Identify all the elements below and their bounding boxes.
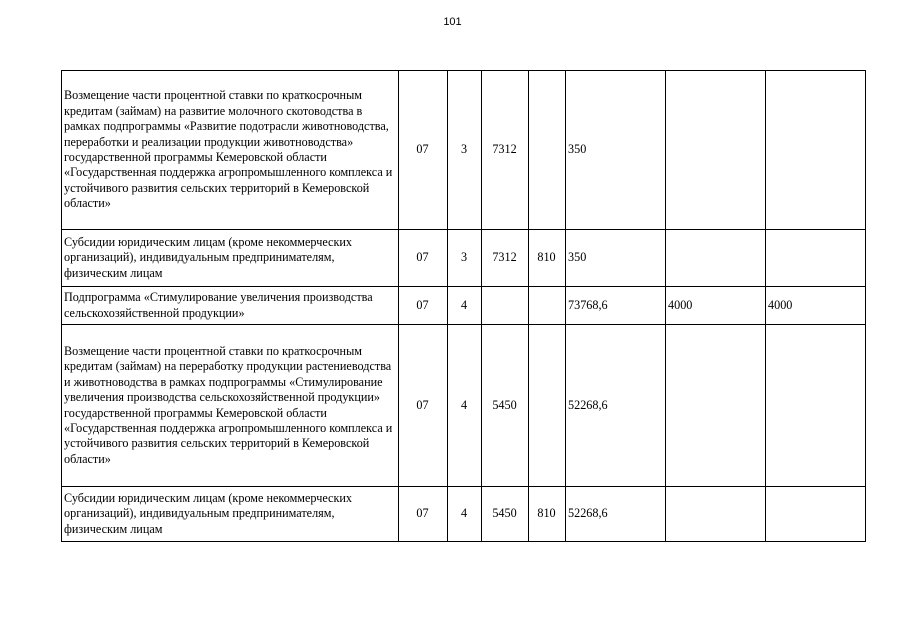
expense-name-cell: Субсидии юридическим лицам (кроме некоммерческих организаций), индивидуальным предпринимателям, физическим лицам [62, 230, 399, 287]
section-code-cell: 07 [399, 325, 448, 487]
sum-2-cell [666, 230, 766, 287]
section-code-cell: 07 [399, 287, 448, 325]
section-code-cell: 07 [399, 487, 448, 542]
expense-type-cell [529, 287, 566, 325]
sum-3-cell [766, 325, 866, 487]
expense-type-cell: 810 [529, 230, 566, 287]
sum-1-cell: 52268,6 [566, 487, 666, 542]
sum-2-cell [666, 487, 766, 542]
section-code-cell: 07 [399, 230, 448, 287]
sum-2-cell [666, 325, 766, 487]
sum-3-cell [766, 71, 866, 230]
table-row [62, 71, 866, 230]
table-row [62, 230, 866, 287]
expense-name-cell: Возмещение части процентной ставки по краткосрочным кредитам (займам) на развитие молочного скотоводства в рамках подпрограммы «Развитие подотрасли животноводства, переработки и реализации продукции животноводства» государственной программы Кемеровской области «Государственная поддержка агропромышленного комплекса и устойчивого развития сельских территорий в Кемеровской области» [62, 71, 399, 230]
subsection-code-cell: 4 [448, 325, 482, 487]
section-code-cell: 07 [399, 71, 448, 230]
budget-table [61, 70, 866, 542]
expense-type-cell [529, 71, 566, 230]
expense-name-cell: Субсидии юридическим лицам (кроме некоммерческих организаций), индивидуальным предпринимателям, физическим лицам [62, 487, 399, 542]
target-article-cell: 5450 [482, 325, 529, 487]
expense-name-cell: Возмещение части процентной ставки по краткосрочным кредитам (займам) на переработку продукции растениеводства и животноводства в рамках подпрограммы «Стимулирование увеличения производства сельскохозяйственной продукции» государственной программы Кемеровской области «Государственная поддержка агропромышленного комплекса и устойчивого развития сельских территорий в Кемеровской области» [62, 325, 399, 487]
target-article-cell [482, 287, 529, 325]
target-article-cell: 5450 [482, 487, 529, 542]
sum-1-cell: 350 [566, 230, 666, 287]
sum-1-cell: 350 [566, 71, 666, 230]
table-row [62, 487, 866, 542]
subsection-code-cell: 4 [448, 287, 482, 325]
target-article-cell: 7312 [482, 71, 529, 230]
sum-3-cell: 4000 [766, 287, 866, 325]
sum-3-cell [766, 487, 866, 542]
sum-2-cell: 4000 [666, 287, 766, 325]
sum-1-cell: 73768,6 [566, 287, 666, 325]
sum-2-cell [666, 71, 766, 230]
sum-1-cell: 52268,6 [566, 325, 666, 487]
subsection-code-cell: 3 [448, 71, 482, 230]
sum-3-cell [766, 230, 866, 287]
table-row [62, 325, 866, 487]
page-number: 101 [443, 16, 462, 28]
target-article-cell: 7312 [482, 230, 529, 287]
expense-name-cell: Подпрограмма «Стимулирование увеличения производства сельскохозяйственной продукции» [62, 287, 399, 325]
subsection-code-cell: 4 [448, 487, 482, 542]
expense-type-cell: 810 [529, 487, 566, 542]
subsection-code-cell: 3 [448, 230, 482, 287]
table-row [62, 287, 866, 325]
expense-type-cell [529, 325, 566, 487]
